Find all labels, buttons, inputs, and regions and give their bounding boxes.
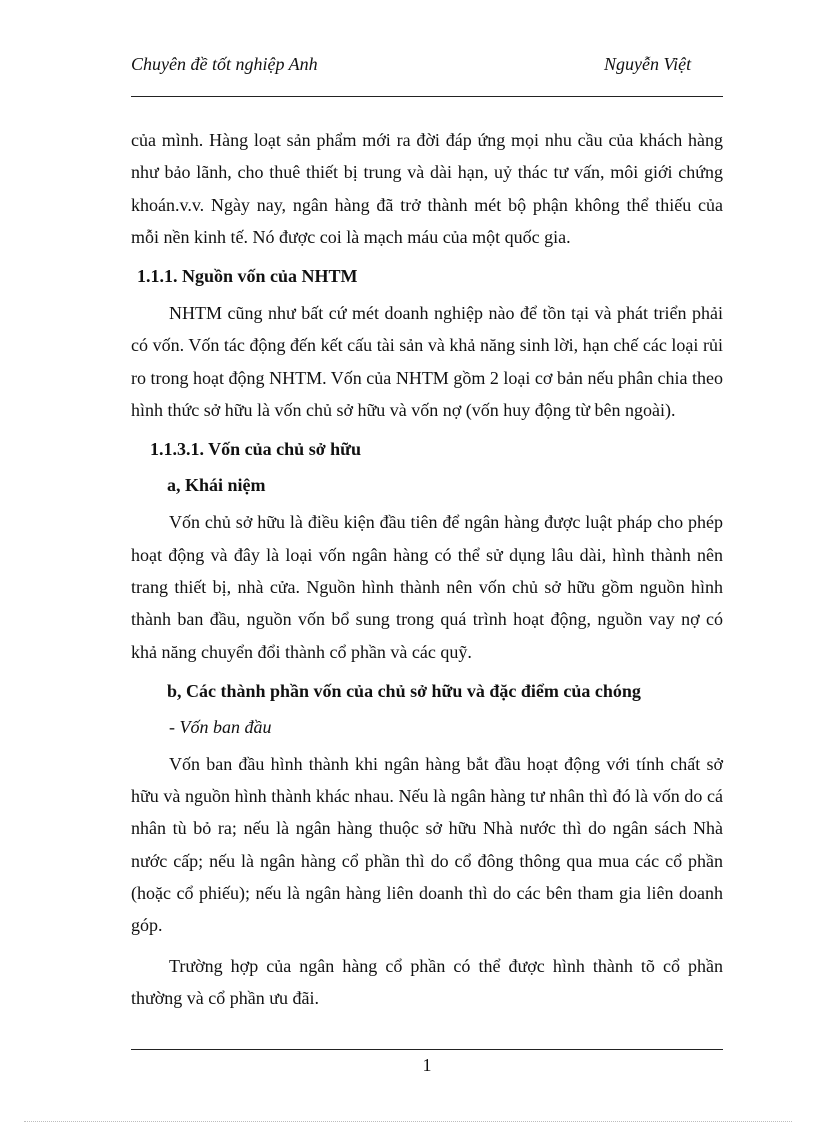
section-heading-1-1-1: 1.1.1. Nguồn vốn của NHTM bbox=[137, 266, 358, 287]
paragraph-equity-definition: Vốn chủ sở hữu là điều kiện đầu tiên để ngân hàng được luật pháp cho phép hoạt động và đây là loại vốn ngân hàng có thể sử dụng lâu dài, hình thành nên trang thiết bị, nhà cửa. Nguồn hình thành nên vốn chủ sở hữu gồm nguồn hình thành ban đầu, nguồn vốn bổ sung trong quá trình hoạt động, nguồn vay nợ có khả năng chuyển đổi thành cổ phần và các quỹ. bbox=[131, 512, 723, 662]
header-author-name: Nguyễn Việt bbox=[604, 54, 692, 74]
header-document-title: Chuyên đề tốt nghiệp Anh bbox=[131, 54, 318, 74]
footer-divider bbox=[131, 1049, 723, 1050]
page-number: 1 bbox=[422, 1055, 432, 1075]
page-body bbox=[131, 124, 723, 1022]
page-bottom-border bbox=[24, 1121, 792, 1122]
paragraph-joint-stock-case: Trường hợp của ngân hàng cổ phần có thể được hình thành tõ cổ phần thường và cổ phần ưu đãi. bbox=[131, 955, 723, 1008]
section-heading-1-1-3-1: 1.1.3.1. Vốn của chủ sở hữu bbox=[150, 439, 361, 460]
subheading-equity-components: b, Các thành phần vốn của chủ sở hữu và đặc điểm của chóng bbox=[167, 680, 641, 701]
subheading-concept: a, Khái niệm bbox=[167, 475, 266, 496]
paragraph-continuation: của mình. Hàng loạt sản phẩm mới ra đời đáp ứng mọi nhu cầu của khách hàng như bảo lãnh, cho thuê thiết bị trung và dài hạn, uỷ thác tư vấn, môi giới chứng khoán.v.v. Ngày nay, ngân hàng đã trở thành mét bộ phận không thể thiếu của mỗi nền kinh tế. Nó được coi là mạch máu của một quốc gia. bbox=[131, 130, 723, 247]
header-divider bbox=[131, 96, 723, 97]
list-item-initial-capital: - Vốn ban đầu bbox=[169, 716, 272, 737]
paragraph-capital-intro: NHTM cũng như bất cứ mét doanh nghiệp nào để tồn tại và phát triển phải có vốn. Vốn tác động đến kết cấu tài sản và khả năng sinh lời, hạn chế các loại rủi ro trong hoạt động NHTM. Vốn của NHTM gồm 2 loại cơ bản nếu phân chia theo hình thức sở hữu là vốn chủ sở hữu và vốn nợ (vốn huy động từ bên ngoài). bbox=[131, 303, 723, 421]
paragraph-initial-capital: Vốn ban đầu hình thành khi ngân hàng bắt đầu hoạt động với tính chất sở hữu và nguồn hình thành khác nhau. Nếu là ngân hàng tư nhân thì đó là vốn do cá nhân tù bỏ ra; nếu là ngân hàng thuộc sở hữu Nhà nước thì do ngân sách Nhà nước cấp; nếu là ngân hàng cổ phần thì do cổ đông thông qua mua các cổ phần (hoặc cổ phiếu); nếu là ngân hàng liên doanh thì do các bên tham gia liên doanh góp. bbox=[131, 753, 723, 936]
